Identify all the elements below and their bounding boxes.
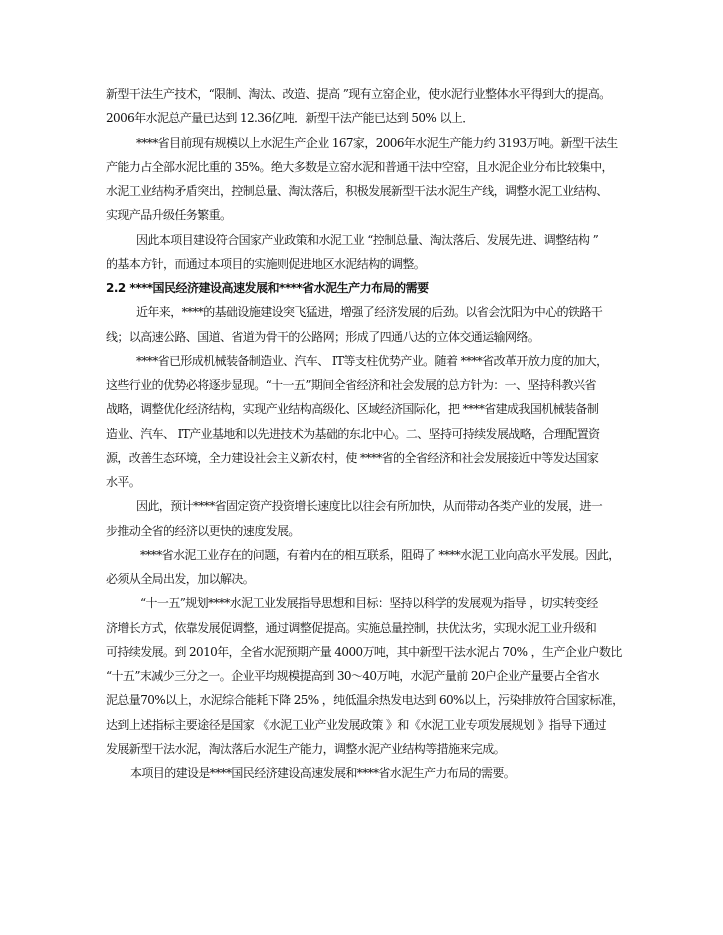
body-text-line: ****省已形成机械装备制造业、汽车、 IT等支柱优势产业。随着 ****省改革开放力度的加大，: [136, 354, 608, 368]
body-text-line: 本项目的建设是****国民经济建设高速发展和****省水泥生产力布局的需要。: [130, 766, 516, 780]
body-text-line: “十一五”规划****水泥工业发展指导思想和目标：坚持以科学的发展观为指导 ，切实转变经: [140, 596, 598, 610]
body-text-line: “十五”末减少三分之一。企业平均规模提高到 30～40万吨，水泥产量前 20户企业产量要占全省水: [106, 669, 599, 683]
body-text-line: 产能力占全部水泥比重的 35%。绝大多数是立窑水泥和普通干法中空窑，且水泥企业分布比较集中，: [106, 160, 613, 174]
section-heading: 2.2 ****国民经济建设高速发展和****省水泥生产力布局的需要: [106, 281, 429, 295]
body-text-line: 这些行业的优势必将逐步显现。“十一五”期间全省经济和社会发展的总方针为：一、坚持科教兴省: [106, 378, 596, 392]
body-text-line: 因此，预计****省固定资产投资增长速度比以往会有所加快，从而带动各类产业的发展，进一: [136, 499, 603, 513]
body-text-line: 线；以高速公路、国道、省道为骨干的公路网；形成了四通八达的立体交通运输网络。: [106, 330, 540, 344]
body-text-line: ****省目前现有规模以上水泥生产企业 167家，2006年水泥生产能力约 3193万吨。新型干法生: [136, 136, 618, 150]
body-text-line: 因此本项目建设符合国家产业政策和水泥工业 “控制总量、淘汰落后、发展先进、调整结构 ”: [136, 233, 599, 247]
body-text-line: 实现产品升级任务繁重。: [106, 208, 232, 222]
body-text-line: 可持续发展。到 2010年，全省水泥预期产量 4000万吨，其中新型干法水泥占 70% ，生产企业户数比: [106, 645, 622, 659]
body-text-line: 泥总量70%以上，水泥综合能耗下降 25% ，纯低温余热发电达到 60%以上，污染排放符合国家标准，: [106, 693, 624, 707]
body-text-line: 新型干法生产技术，“限制、淘汰、改造、提高 ”现有立窑企业，使水泥行业整体水平得到大的提高。: [106, 87, 611, 101]
body-text-line: 水泥工业结构矛盾突出，控制总量、淘汰落后，积极发展新型干法水泥生产线，调整水泥工业结构、: [106, 184, 608, 198]
body-text-line: 必须从全局出发，加以解决。: [106, 572, 255, 586]
body-text-line: 战略，调整优化经济结构，实现产业结构高级化、区域经济国际化，把 ****省建成我国机械装备制: [106, 402, 599, 416]
body-text-line: 达到上述指标主要途径是国家 《水泥工业产业发展政策 》和《水泥工业专项发展规划 》指导下通过: [106, 718, 606, 732]
body-text-line: 步推动全省的经济以更快的速度发展。: [106, 524, 300, 538]
body-text-line: 源，改善生态环境，全力建设社会主义新农村，使 ****省的全省经济和社会发展接近中等发达国家: [106, 451, 599, 465]
body-text-line: 2006年水泥总产量已达到 12.36亿吨．新型干法产能已达到 50% 以上．: [106, 111, 474, 125]
body-text-line: 发展新型干法水泥，淘汰落后水泥生产能力，调整水泥产业结构等措施来完成。: [106, 742, 506, 756]
body-text-line: 的基本方针，而通过本项目的实施则促进地区水泥结构的调整。: [106, 257, 426, 271]
body-text-line: 水平。: [106, 475, 141, 489]
body-text-line: ****省水泥工业存在的问题，有着内在的相互联系，阻碍了 ****水泥工业向高水平发展。因此，: [140, 548, 620, 562]
body-text-line: 造业、汽车、 IT产业基地和以先进技术为基础的东北中心。二、坚持可持续发展战略，合理配置资: [106, 427, 600, 441]
body-text-line: 济增长方式，依靠发展促调整，通过调整促提高。实施总量控制，扶优汰劣，实现水泥工业升级和: [106, 621, 597, 635]
body-text-line: 近年来，****的基础设施建设突飞猛进，增强了经济发展的后劲。以省会沈阳为中心的铁路干: [136, 305, 603, 319]
